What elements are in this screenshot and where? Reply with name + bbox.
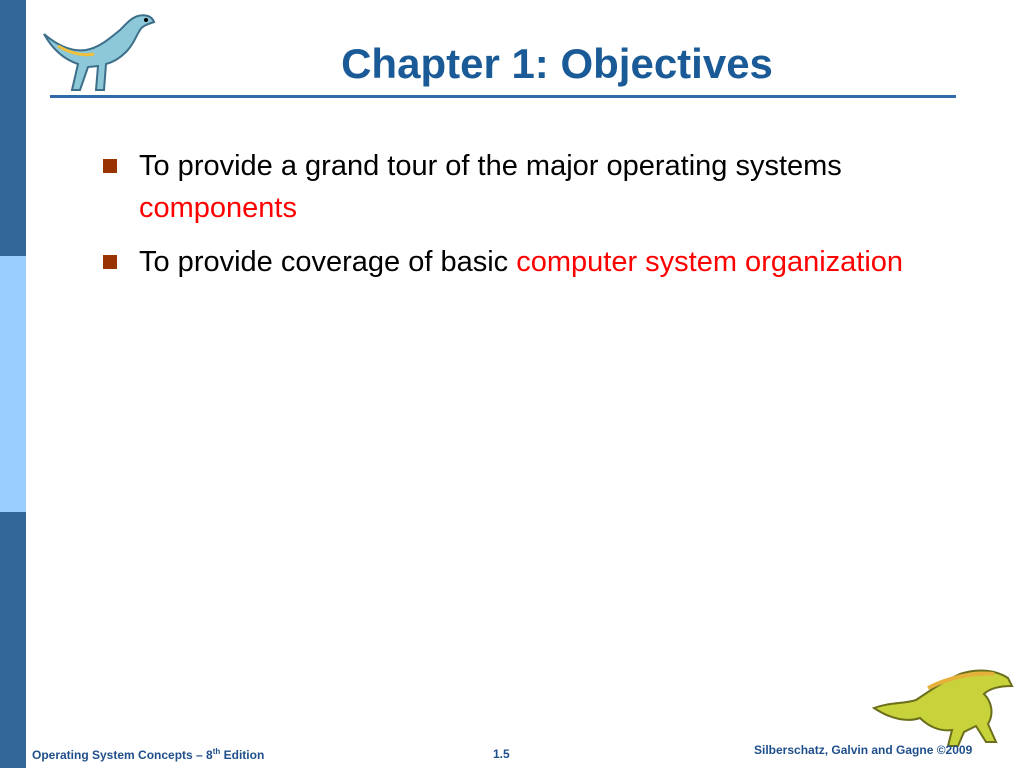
square-bullet-icon xyxy=(103,159,117,173)
page-title: Chapter 1: Objectives xyxy=(341,40,773,87)
page-number: 1.5 xyxy=(493,747,510,761)
bullet-highlight: components xyxy=(139,192,297,224)
square-bullet-icon xyxy=(103,255,117,269)
dinosaur-footer-icon xyxy=(868,662,1018,750)
sidebar-middle xyxy=(0,256,26,512)
list-item xyxy=(103,241,1003,283)
footer xyxy=(0,745,1024,765)
footer-course-prefix: Operating System Concepts – 8 xyxy=(32,748,213,762)
sidebar-top xyxy=(0,0,26,256)
bullet-highlight: computer system organization xyxy=(516,246,904,278)
bullet-text: To provide coverage of basic xyxy=(139,246,509,278)
footer-course-sup: th xyxy=(212,747,221,756)
footer-course-title xyxy=(32,747,264,762)
dinosaur-logo-icon xyxy=(36,6,158,96)
footer-authors: Silberschatz, Galvin and Gagne ©2009 xyxy=(754,743,973,757)
bullet-text: To provide a grand tour of the major operating systems xyxy=(139,150,842,182)
objectives-list xyxy=(103,145,1003,295)
title-divider xyxy=(50,95,956,98)
list-item xyxy=(103,145,1003,229)
sidebar-bottom xyxy=(0,512,26,768)
footer-course-suffix: Edition xyxy=(220,748,265,762)
